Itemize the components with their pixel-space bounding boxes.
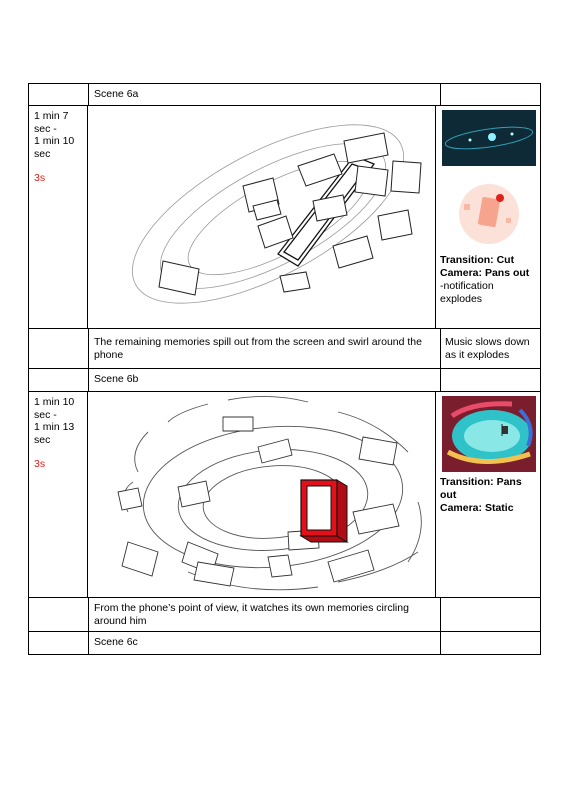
notes-cell (436, 106, 540, 328)
transition-label: Transition: Cut (440, 254, 515, 266)
camera-label: Camera: Pans out (440, 267, 530, 279)
scene-title: Scene 6b (89, 369, 441, 391)
sound-line: Music slows down (445, 336, 530, 348)
time-line: sec - (34, 408, 57, 421)
scene-header-row (28, 632, 541, 655)
blank-cell (441, 632, 540, 654)
timing-cell (29, 106, 88, 328)
note-line: explodes (440, 293, 483, 305)
time-line: sec (34, 433, 51, 446)
blank-cell (441, 84, 540, 105)
blank-cell (29, 598, 89, 631)
memories-circling-sketch (88, 392, 439, 597)
scene-title: Scene 6c (89, 632, 441, 654)
camera-label: Camera: Static (440, 502, 514, 514)
transition-line: Transition: Pans (440, 476, 522, 488)
scene-header-row (28, 369, 541, 392)
scene-panel-row (28, 392, 541, 598)
time-line: 1 min 13 (34, 421, 75, 433)
scene-panel-row (28, 106, 541, 329)
scene-header-row (28, 83, 541, 106)
timing-cell (29, 392, 88, 597)
sketch-cell (88, 106, 436, 328)
sound-note (441, 329, 540, 368)
duration-label: 3s (34, 172, 46, 184)
scene-title: Scene 6a (89, 84, 441, 105)
time-line: sec - (34, 122, 57, 135)
blank-cell (441, 598, 540, 631)
description-line: phone (94, 349, 124, 361)
description-line: From the phone’s point of view, it watches its own memories circling (94, 602, 409, 614)
description-row (28, 598, 541, 632)
reference-thumbnail (442, 110, 536, 166)
time-line: 1 min 10 (34, 135, 75, 147)
time-line: 1 min 10 (34, 396, 75, 408)
reference-thumbnail (442, 174, 536, 252)
sound-line: as it explodes (445, 349, 510, 361)
time-line: sec (34, 147, 51, 160)
note-line: -notification (440, 280, 494, 292)
blank-cell (29, 84, 89, 105)
transition-line: out (440, 489, 457, 501)
scene-description (89, 598, 441, 631)
transition-label (440, 476, 536, 502)
phone-explosion-sketch (88, 106, 439, 328)
blank-cell (441, 369, 540, 391)
reference-thumbnail (442, 396, 536, 472)
blank-cell (29, 632, 89, 654)
description-line: The remaining memories spill out from the screen and swirl around the (94, 336, 422, 348)
scene-description (89, 329, 441, 368)
description-row (28, 329, 541, 369)
storyboard-table (28, 83, 541, 655)
notes-cell (436, 392, 540, 597)
description-line: around him (94, 615, 147, 627)
time-line: 1 min 7 (34, 110, 69, 122)
blank-cell (29, 329, 89, 368)
sketch-cell (88, 392, 436, 597)
duration-label: 3s (34, 458, 46, 470)
blank-cell (29, 369, 89, 391)
